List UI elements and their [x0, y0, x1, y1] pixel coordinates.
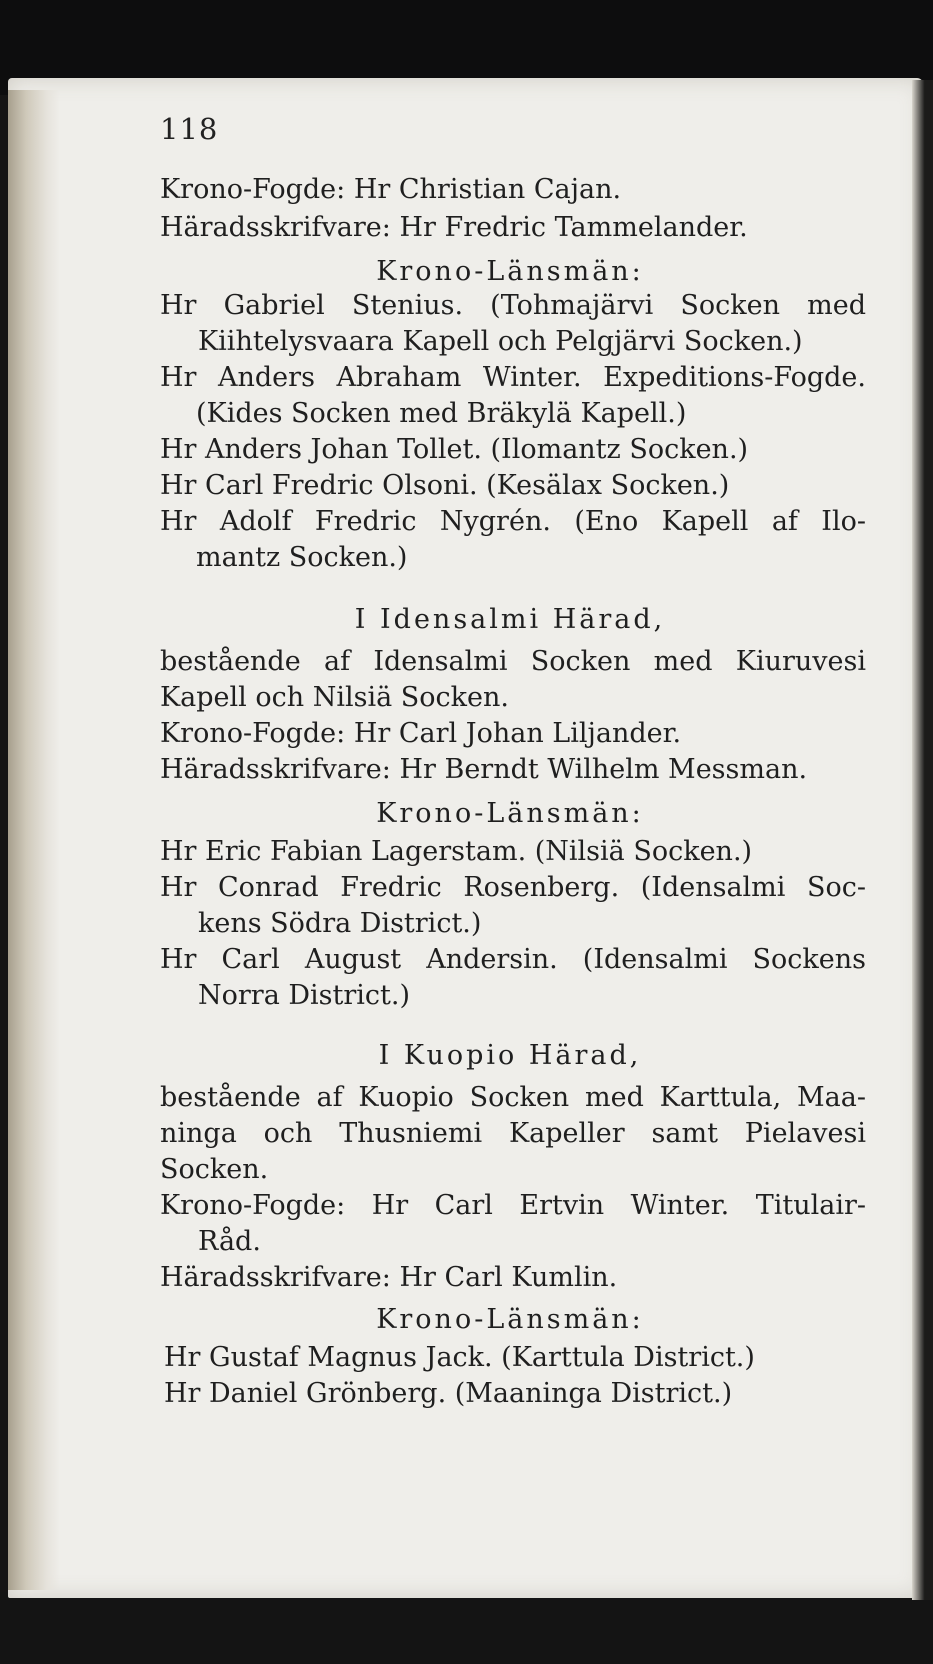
background-bottom	[0, 1592, 933, 1664]
text-line: Häradsskrifvare: Hr Carl Kumlin.	[160, 1262, 618, 1293]
text-line: Råd.	[198, 1226, 261, 1257]
text-line: Hr Conrad Fredric Rosenberg. (Idensalmi Soc-	[160, 872, 866, 903]
text-line: Hr Gustaf Magnus Jack. (Karttula District.)	[164, 1342, 755, 1373]
text-line: Hr Gabriel Stenius. (Tohmajärvi Socken med	[160, 290, 866, 321]
district-heading: I Kuopio Härad,	[378, 1040, 642, 1071]
text-line: Häradsskrifvare: Hr Berndt Wilhelm Messman.	[160, 754, 808, 785]
text-line: Krono-Fogde: Hr Christian Cajan.	[160, 174, 622, 205]
text-line: Häradsskrifvare: Hr Fredric Tammelander.	[160, 212, 748, 243]
text-line: Hr Eric Fabian Lagerstam. (Nilsiä Socken.)	[160, 836, 753, 867]
text-line: bestående af Kuopio Socken med Karttula, Maa-	[160, 1082, 866, 1113]
text-line: (Kides Socken med Bräkylä Kapell.)	[196, 398, 687, 429]
section-heading: Krono-Länsmän:	[376, 256, 644, 287]
text-line: Norra District.)	[198, 980, 410, 1011]
district-heading: I Idensalmi Härad,	[354, 604, 666, 635]
text-line: Krono-Fogde: Hr Carl Ertvin Winter. Titulair-	[160, 1190, 866, 1221]
text-line: mantz Socken.)	[196, 542, 408, 573]
text-line: Krono-Fogde: Hr Carl Johan Liljander.	[160, 718, 682, 749]
page-right-edge	[912, 80, 933, 1600]
section-heading: Krono-Länsmän:	[376, 1304, 644, 1335]
text-line: Kapell och Nilsiä Socken.	[160, 682, 509, 713]
text-line: Hr Daniel Grönberg. (Maaninga District.)	[164, 1378, 733, 1409]
text-line: Kiihtelysvaara Kapell och Pelgjärvi Socken.)	[198, 326, 803, 357]
text-line: Hr Carl Fredric Olsoni. (Kesälax Socken.)	[160, 470, 730, 501]
section-heading: Krono-Länsmän:	[376, 798, 644, 829]
text-line: Hr Anders Abraham Winter. Expeditions-Fogde.	[160, 362, 866, 393]
text-line: Hr Adolf Fredric Nygrén. (Eno Kapell af Ilo-	[160, 506, 866, 537]
text-line: Socken.	[160, 1154, 269, 1185]
text-line: Hr Anders Johan Tollet. (Ilomantz Socken.)	[160, 434, 749, 465]
page-number: 118	[160, 112, 219, 146]
text-line: Hr Carl August Andersin. (Idensalmi Sockens	[160, 944, 866, 975]
text-line: ninga och Thusniemi Kapeller samt Pielavesi	[160, 1118, 866, 1149]
page-gutter	[8, 90, 60, 1590]
text-line: bestående af Idensalmi Socken med Kiuruvesi	[160, 646, 866, 677]
text-line: kens Södra District.)	[198, 908, 482, 939]
